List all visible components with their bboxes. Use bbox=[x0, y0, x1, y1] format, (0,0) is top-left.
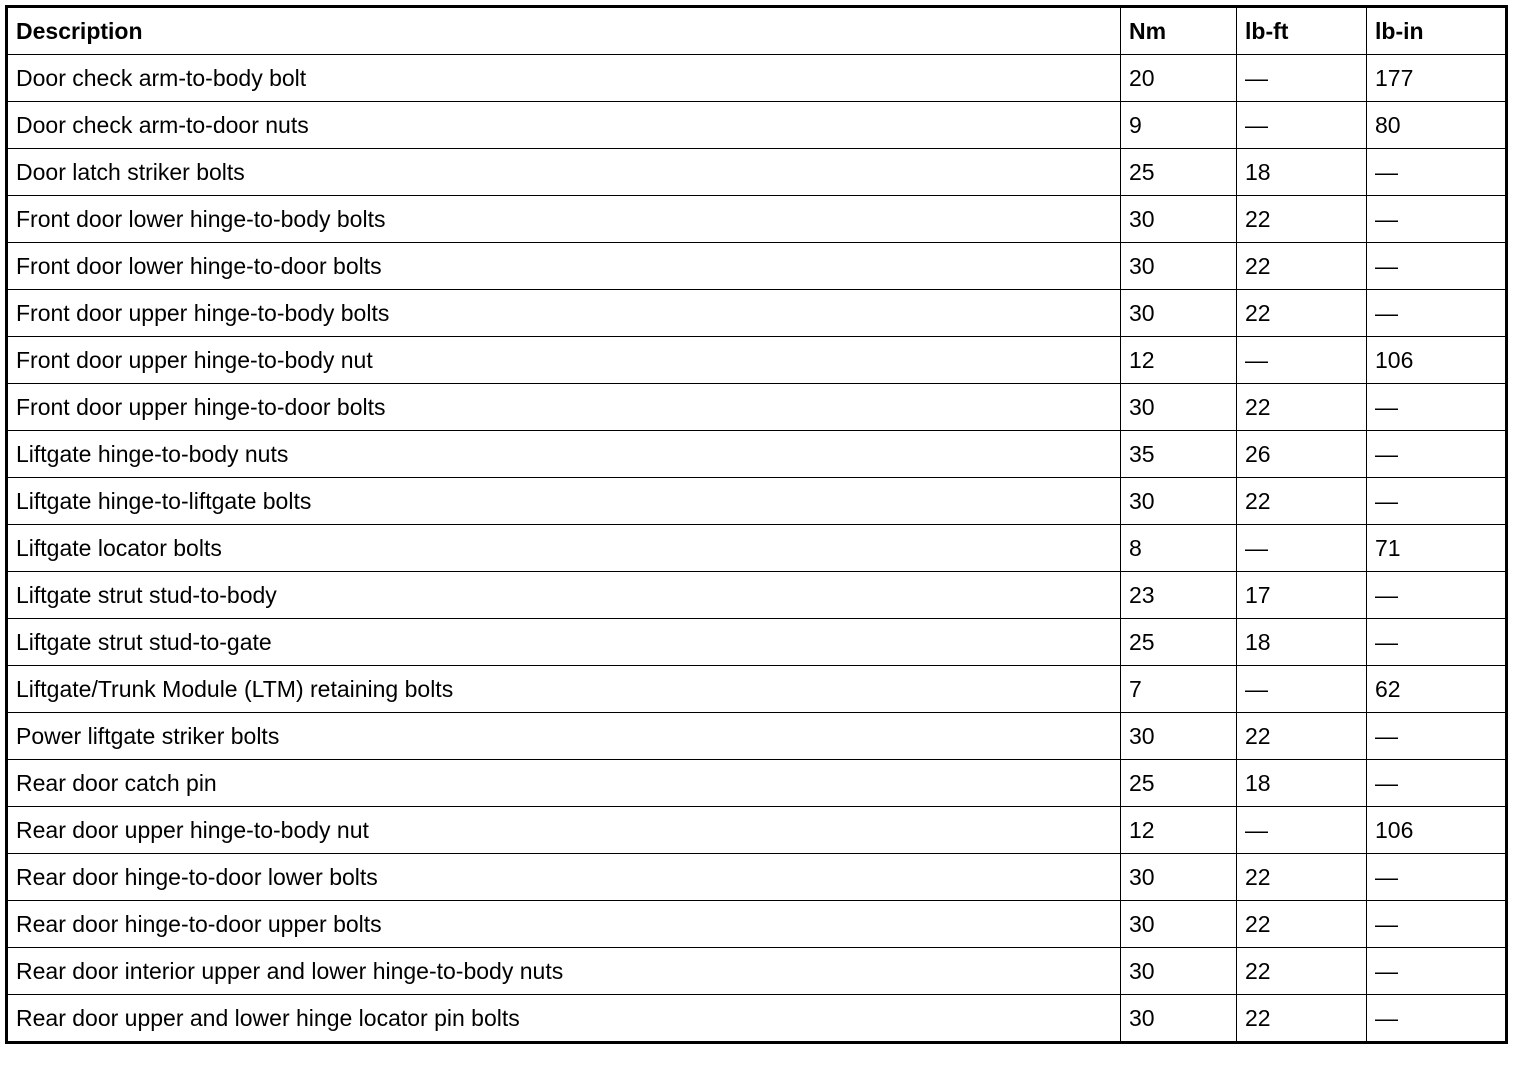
cell-lb-in: 80 bbox=[1367, 102, 1507, 149]
cell-lb-in: — bbox=[1367, 243, 1507, 290]
cell-description: Rear door hinge-to-door lower bolts bbox=[7, 854, 1121, 901]
cell-lb-ft: 22 bbox=[1237, 290, 1367, 337]
table-row bbox=[7, 102, 1507, 149]
cell-lb-in: — bbox=[1367, 196, 1507, 243]
table-row bbox=[7, 807, 1507, 854]
cell-nm: 30 bbox=[1121, 478, 1237, 525]
cell-nm: 30 bbox=[1121, 196, 1237, 243]
table-row bbox=[7, 290, 1507, 337]
cell-nm: 30 bbox=[1121, 384, 1237, 431]
cell-lb-in: — bbox=[1367, 995, 1507, 1043]
cell-nm: 30 bbox=[1121, 243, 1237, 290]
table-row bbox=[7, 901, 1507, 948]
cell-lb-in: — bbox=[1367, 948, 1507, 995]
cell-description: Liftgate strut stud-to-body bbox=[7, 572, 1121, 619]
cell-lb-in: — bbox=[1367, 854, 1507, 901]
cell-nm: 23 bbox=[1121, 572, 1237, 619]
cell-lb-ft: 26 bbox=[1237, 431, 1367, 478]
cell-nm: 30 bbox=[1121, 290, 1237, 337]
cell-lb-ft: 22 bbox=[1237, 854, 1367, 901]
table-row bbox=[7, 384, 1507, 431]
cell-lb-in: — bbox=[1367, 478, 1507, 525]
cell-nm: 35 bbox=[1121, 431, 1237, 478]
cell-nm: 20 bbox=[1121, 55, 1237, 102]
cell-lb-ft: 22 bbox=[1237, 995, 1367, 1043]
cell-nm: 12 bbox=[1121, 337, 1237, 384]
cell-lb-ft: — bbox=[1237, 55, 1367, 102]
cell-description: Front door upper hinge-to-body nut bbox=[7, 337, 1121, 384]
cell-description: Liftgate hinge-to-body nuts bbox=[7, 431, 1121, 478]
cell-lb-ft: 18 bbox=[1237, 760, 1367, 807]
cell-nm: 30 bbox=[1121, 854, 1237, 901]
cell-description: Door check arm-to-door nuts bbox=[7, 102, 1121, 149]
cell-lb-ft: 22 bbox=[1237, 243, 1367, 290]
cell-description: Door check arm-to-body bolt bbox=[7, 55, 1121, 102]
table-row bbox=[7, 196, 1507, 243]
cell-description: Rear door upper hinge-to-body nut bbox=[7, 807, 1121, 854]
table-row bbox=[7, 854, 1507, 901]
cell-description: Liftgate/Trunk Module (LTM) retaining bolts bbox=[7, 666, 1121, 713]
cell-lb-ft: 18 bbox=[1237, 619, 1367, 666]
table-row bbox=[7, 948, 1507, 995]
cell-nm: 30 bbox=[1121, 948, 1237, 995]
cell-description: Rear door interior upper and lower hinge-to-body nuts bbox=[7, 948, 1121, 995]
cell-nm: 7 bbox=[1121, 666, 1237, 713]
cell-description: Front door lower hinge-to-body bolts bbox=[7, 196, 1121, 243]
cell-description: Liftgate hinge-to-liftgate bolts bbox=[7, 478, 1121, 525]
table-row bbox=[7, 478, 1507, 525]
cell-lb-in: — bbox=[1367, 290, 1507, 337]
cell-nm: 30 bbox=[1121, 713, 1237, 760]
cell-description: Liftgate locator bolts bbox=[7, 525, 1121, 572]
cell-nm: 8 bbox=[1121, 525, 1237, 572]
cell-nm: 25 bbox=[1121, 619, 1237, 666]
cell-lb-ft: 22 bbox=[1237, 901, 1367, 948]
cell-lb-ft: 22 bbox=[1237, 196, 1367, 243]
cell-description: Liftgate strut stud-to-gate bbox=[7, 619, 1121, 666]
cell-nm: 30 bbox=[1121, 995, 1237, 1043]
cell-nm: 30 bbox=[1121, 901, 1237, 948]
header-nm: Nm bbox=[1121, 7, 1237, 55]
cell-lb-ft: 22 bbox=[1237, 384, 1367, 431]
cell-lb-ft: 22 bbox=[1237, 948, 1367, 995]
cell-lb-in: 106 bbox=[1367, 337, 1507, 384]
table-row bbox=[7, 431, 1507, 478]
cell-lb-in: — bbox=[1367, 149, 1507, 196]
cell-lb-in: — bbox=[1367, 713, 1507, 760]
header-lb-ft: lb-ft bbox=[1237, 7, 1367, 55]
cell-lb-in: 177 bbox=[1367, 55, 1507, 102]
cell-lb-ft: 22 bbox=[1237, 478, 1367, 525]
cell-lb-ft: — bbox=[1237, 666, 1367, 713]
table-row bbox=[7, 525, 1507, 572]
cell-nm: 12 bbox=[1121, 807, 1237, 854]
cell-lb-in: — bbox=[1367, 619, 1507, 666]
cell-description: Front door upper hinge-to-door bolts bbox=[7, 384, 1121, 431]
table-row bbox=[7, 572, 1507, 619]
cell-lb-in: — bbox=[1367, 901, 1507, 948]
cell-description: Door latch striker bolts bbox=[7, 149, 1121, 196]
cell-lb-in: 106 bbox=[1367, 807, 1507, 854]
table-row bbox=[7, 995, 1507, 1043]
table-row bbox=[7, 55, 1507, 102]
cell-nm: 25 bbox=[1121, 149, 1237, 196]
cell-nm: 9 bbox=[1121, 102, 1237, 149]
cell-lb-in: — bbox=[1367, 384, 1507, 431]
cell-lb-in: — bbox=[1367, 431, 1507, 478]
cell-lb-ft: — bbox=[1237, 337, 1367, 384]
cell-lb-ft: — bbox=[1237, 102, 1367, 149]
cell-lb-in: — bbox=[1367, 572, 1507, 619]
cell-description: Rear door catch pin bbox=[7, 760, 1121, 807]
cell-description: Rear door upper and lower hinge locator pin bolts bbox=[7, 995, 1121, 1043]
header-lb-in: lb-in bbox=[1367, 7, 1507, 55]
table-row bbox=[7, 713, 1507, 760]
cell-description: Power liftgate striker bolts bbox=[7, 713, 1121, 760]
table-row bbox=[7, 337, 1507, 384]
cell-lb-ft: 22 bbox=[1237, 713, 1367, 760]
cell-lb-in: 71 bbox=[1367, 525, 1507, 572]
table-row bbox=[7, 760, 1507, 807]
table-row bbox=[7, 149, 1507, 196]
cell-lb-ft: 18 bbox=[1237, 149, 1367, 196]
table-row bbox=[7, 666, 1507, 713]
cell-lb-ft: — bbox=[1237, 525, 1367, 572]
cell-description: Front door lower hinge-to-door bolts bbox=[7, 243, 1121, 290]
cell-lb-in: — bbox=[1367, 760, 1507, 807]
torque-specification-table bbox=[5, 5, 1508, 1044]
table-header-row bbox=[7, 7, 1507, 55]
table-body bbox=[7, 55, 1507, 1043]
cell-lb-ft: 17 bbox=[1237, 572, 1367, 619]
cell-lb-ft: — bbox=[1237, 807, 1367, 854]
table-row bbox=[7, 243, 1507, 290]
table-row bbox=[7, 619, 1507, 666]
cell-nm: 25 bbox=[1121, 760, 1237, 807]
cell-lb-in: 62 bbox=[1367, 666, 1507, 713]
cell-description: Rear door hinge-to-door upper bolts bbox=[7, 901, 1121, 948]
cell-description: Front door upper hinge-to-body bolts bbox=[7, 290, 1121, 337]
header-description: Description bbox=[7, 7, 1121, 55]
